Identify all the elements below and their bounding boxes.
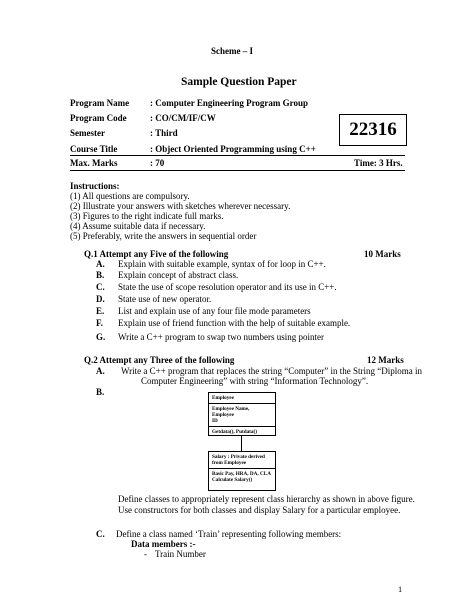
q2c-bullet: - bbox=[144, 549, 147, 559]
q2-title: Q.2 Attempt any Three of the following bbox=[84, 355, 235, 365]
employee-attrs-line2: ID bbox=[212, 418, 218, 424]
q2c-item: Train Number bbox=[155, 549, 206, 559]
max-marks-label: Max. Marks bbox=[70, 158, 118, 168]
instruction-item: (4) Assume suitable data if necessary. bbox=[70, 221, 206, 231]
q1-item-label: E. bbox=[96, 306, 105, 316]
scheme-label: Scheme – I bbox=[211, 46, 253, 56]
q2c-subheading: Data members :- bbox=[131, 539, 196, 549]
instruction-item: (3) Figures to the right indicate full marks. bbox=[70, 211, 224, 221]
q2b-desc-line1: Define classes to appropriately represent class hierarchy as shown in above figure. bbox=[118, 494, 415, 504]
instructions-heading: Instructions: bbox=[70, 181, 120, 191]
instruction-item: (2) Illustrate your answers with sketches wherever necessary. bbox=[70, 201, 291, 211]
q1-item-label: B. bbox=[96, 270, 105, 280]
salary-class-name bbox=[209, 452, 275, 468]
salary-class-box bbox=[208, 451, 276, 491]
course-title-value: : Object Oriented Programming using C++ bbox=[150, 144, 316, 154]
program-code-value: : CO/CM/IF/CW bbox=[150, 113, 216, 123]
q1-title: Q.1 Attempt any Five of the following bbox=[84, 249, 229, 259]
employee-attrs-line1: Employee Name, Employee bbox=[212, 406, 250, 418]
q1-item-text: Explain concept of abstract class. bbox=[118, 270, 239, 280]
q2a-text-line1: Write a C++ program that replaces the string “Computer” in the String “Diploma in bbox=[121, 366, 422, 376]
employee-class-box bbox=[208, 392, 276, 436]
semester-label: Semester bbox=[70, 128, 105, 138]
salary-name-line2: from Employee bbox=[212, 460, 247, 466]
q1-item-label: C. bbox=[96, 282, 105, 292]
q2a-label: A. bbox=[96, 366, 105, 376]
employee-class-attributes bbox=[209, 403, 275, 426]
salary-class-members bbox=[209, 468, 275, 485]
q2b-desc-line2: Use constructors for both classes and display Salary for a particular employee. bbox=[118, 505, 401, 515]
q2b-label: B. bbox=[96, 387, 105, 397]
q2c-text: Define a class named ‘Train’ representing following members: bbox=[116, 529, 342, 539]
q1-marks: 10 Marks bbox=[364, 249, 401, 259]
q1-item-label: G. bbox=[96, 332, 106, 342]
q1-item-label: A. bbox=[96, 259, 105, 269]
program-name-value: : Computer Engineering Program Group bbox=[150, 98, 308, 108]
q1-item-text: Explain with suitable example, syntax of for loop in C++. bbox=[118, 259, 326, 269]
q1-item-text: List and explain use of any four file mode parameters bbox=[118, 306, 311, 316]
q2a-text-line2: Computer Engineering” with string “Information Technology”. bbox=[141, 376, 369, 386]
time-label: Time: 3 Hrs. bbox=[354, 158, 403, 168]
q2c-label: C. bbox=[96, 529, 105, 539]
course-title-label: Course Title bbox=[70, 144, 118, 154]
semester-value: : Third bbox=[150, 128, 178, 138]
divider bbox=[70, 155, 405, 156]
q1-item-label: F. bbox=[96, 318, 103, 328]
program-name-label: Program Name bbox=[70, 98, 130, 108]
q1-item-label: D. bbox=[96, 294, 105, 304]
q2-marks: 12 Marks bbox=[367, 355, 404, 365]
instruction-item: (5) Preferably, write the answers in sequential order bbox=[70, 231, 257, 241]
max-marks-value: : 70 bbox=[150, 158, 165, 168]
inheritance-line bbox=[241, 435, 242, 451]
q1-item-text: State use of new operator. bbox=[118, 294, 212, 304]
program-code-label: Program Code bbox=[70, 113, 127, 123]
employee-class-methods: Getdata(), Putdata() bbox=[209, 426, 275, 437]
employee-class-name: Employee bbox=[212, 395, 234, 401]
q1-item-text: Explain use of friend function with the help of suitable example. bbox=[118, 318, 351, 328]
q1-item-text: State the use of scope resolution operator and its use in C++. bbox=[118, 282, 337, 292]
subject-code-box: 22316 bbox=[339, 114, 407, 146]
q1-item-text: Write a C++ program to swap two numbers using pointer bbox=[118, 332, 325, 342]
divider bbox=[70, 170, 405, 171]
salary-name-line1: Salary : Private derived bbox=[212, 454, 265, 460]
salary-attrs-line1: Basic Pay, HRA, DA, CLA bbox=[212, 471, 271, 477]
page-title: Sample Question Paper bbox=[181, 76, 297, 88]
instruction-item: (1) All questions are compulsory. bbox=[70, 191, 190, 201]
salary-attrs-line2: Calculate Salary() bbox=[212, 477, 253, 483]
page-number: 1 bbox=[398, 585, 403, 594]
